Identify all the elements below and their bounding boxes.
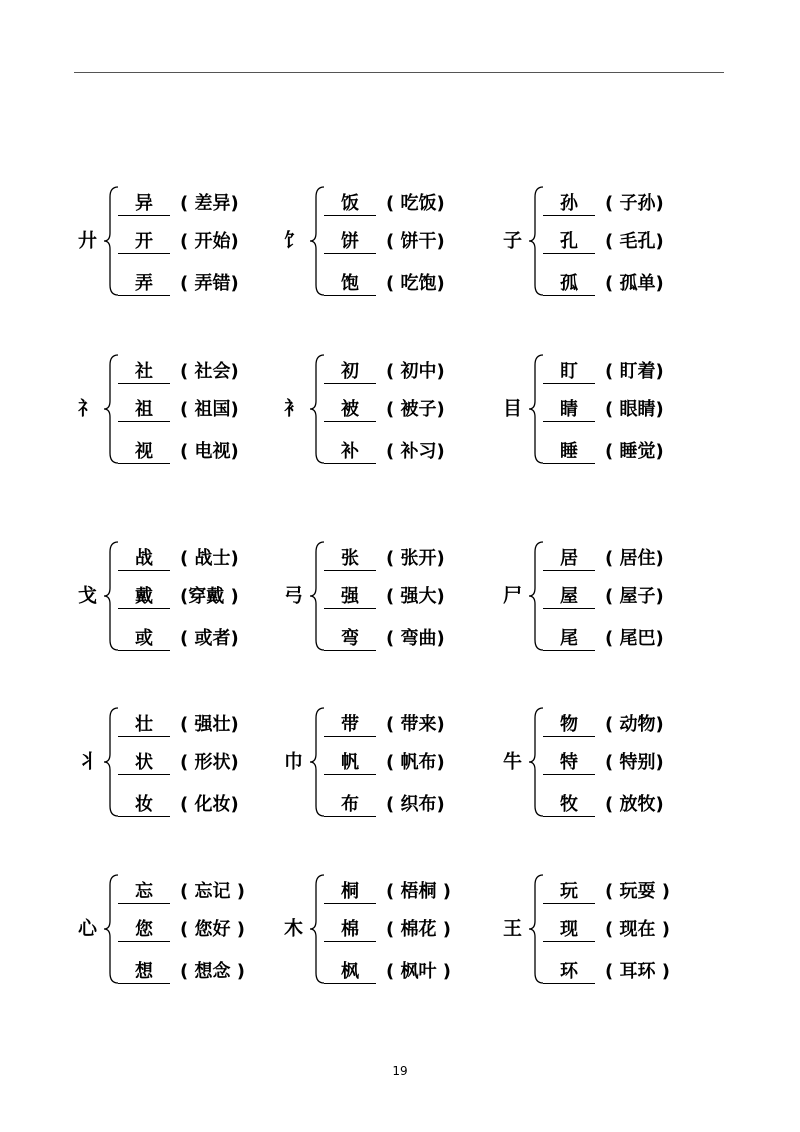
character-blank: 棉 (324, 919, 376, 942)
character-entry (543, 792, 664, 818)
character-blank: 初 (324, 361, 376, 384)
character-entry (324, 626, 445, 652)
example-word: ( 睡觉) (605, 441, 664, 462)
character-blank: 饱 (324, 273, 376, 296)
example-word: ( 织布) (386, 794, 445, 815)
character-blank: 孙 (543, 193, 595, 216)
character-blank: 妆 (118, 794, 170, 817)
example-word: ( 祖国) (180, 399, 239, 420)
character-blank: 或 (118, 628, 170, 651)
top-rule (74, 72, 724, 73)
character-blank: 饭 (324, 193, 376, 216)
character-blank: 睛 (543, 399, 595, 422)
character-entry (118, 271, 239, 297)
example-word: ( 棉花 ) (386, 919, 451, 940)
character-entry (324, 271, 445, 297)
radical: 牛 (503, 750, 523, 773)
character-blank: 想 (118, 961, 170, 984)
example-word: ( 放牧) (605, 794, 664, 815)
character-blank: 弄 (118, 273, 170, 296)
example-word: ( 眼睛) (605, 399, 664, 420)
example-word: ( 饼干) (386, 231, 445, 252)
radical: 弓 (284, 584, 304, 607)
example-word: ( 居住) (605, 548, 664, 569)
character-blank: 孤 (543, 273, 595, 296)
character-blank: 视 (118, 441, 170, 464)
character-blank: 枫 (324, 961, 376, 984)
example-word: ( 动物) (605, 714, 664, 735)
character-entry (118, 546, 239, 572)
character-blank: 状 (118, 752, 170, 775)
character-entry (118, 439, 239, 465)
example-word: (穿戴 ) (180, 586, 239, 607)
character-blank: 张 (324, 548, 376, 571)
radical: 目 (503, 397, 523, 420)
example-word: ( 毛孔) (605, 231, 664, 252)
character-blank: 社 (118, 361, 170, 384)
character-entry (543, 712, 664, 738)
character-blank: 您 (118, 919, 170, 942)
example-word: ( 孤单) (605, 273, 664, 294)
example-word: ( 形状) (180, 752, 239, 773)
character-entry (118, 712, 239, 738)
radical-group (284, 349, 484, 469)
character-entry (324, 792, 445, 818)
radical: 丬 (78, 750, 98, 773)
radical-group (503, 349, 703, 469)
character-entry (118, 626, 239, 652)
radical: 巾 (284, 750, 304, 773)
character-blank: 桐 (324, 881, 376, 904)
example-word: ( 帆布) (386, 752, 445, 773)
character-blank: 孔 (543, 231, 595, 254)
character-entry (543, 191, 664, 217)
character-entry (543, 439, 664, 465)
character-blank: 弯 (324, 628, 376, 651)
radical: 木 (284, 917, 304, 940)
example-word: ( 吃饭) (386, 193, 445, 214)
character-blank: 屋 (543, 586, 595, 609)
example-word: ( 补习) (386, 441, 445, 462)
radical: 戈 (78, 584, 98, 607)
character-blank: 强 (324, 586, 376, 609)
example-word: ( 屋子) (605, 586, 664, 607)
example-word: ( 弯曲) (386, 628, 445, 649)
page-number: 19 (392, 1064, 408, 1078)
example-word: ( 战士) (180, 548, 239, 569)
radical-group (284, 181, 484, 301)
example-word: ( 或者) (180, 628, 239, 649)
character-blank: 牧 (543, 794, 595, 817)
character-entry (543, 271, 664, 297)
example-word: ( 吃饱) (386, 273, 445, 294)
character-entry (543, 917, 670, 943)
character-blank: 戴 (118, 586, 170, 609)
character-entry (118, 792, 239, 818)
radical-group (78, 869, 278, 989)
radical-group (78, 349, 278, 469)
example-word: ( 玩耍 ) (605, 881, 670, 902)
character-blank: 饼 (324, 231, 376, 254)
character-blank: 物 (543, 714, 595, 737)
radical-group (284, 702, 484, 822)
character-entry (118, 397, 239, 423)
character-blank: 居 (543, 548, 595, 571)
character-entry (324, 439, 445, 465)
character-blank: 睡 (543, 441, 595, 464)
example-word: ( 张开) (386, 548, 445, 569)
example-word: ( 带来) (386, 714, 445, 735)
radical: 廾 (78, 229, 98, 252)
character-entry (118, 959, 245, 985)
character-entry (118, 229, 239, 255)
radical-group (284, 869, 484, 989)
radical-group (78, 702, 278, 822)
character-entry (543, 879, 670, 905)
character-blank: 忘 (118, 881, 170, 904)
character-blank: 补 (324, 441, 376, 464)
character-blank: 环 (543, 961, 595, 984)
radical-group (503, 869, 703, 989)
example-word: ( 忘记 ) (180, 881, 245, 902)
character-blank: 战 (118, 548, 170, 571)
radical: 衤 (284, 397, 304, 420)
example-word: ( 想念 ) (180, 961, 245, 982)
character-entry (324, 397, 445, 423)
character-entry (543, 626, 664, 652)
example-word: ( 强壮) (180, 714, 239, 735)
example-word: ( 化妆) (180, 794, 239, 815)
example-word: ( 社会) (180, 361, 239, 382)
character-blank: 被 (324, 399, 376, 422)
character-blank: 特 (543, 752, 595, 775)
character-entry (324, 879, 451, 905)
character-entry (324, 750, 445, 776)
example-word: ( 盯着) (605, 361, 664, 382)
example-word: ( 您好 ) (180, 919, 245, 940)
example-word: ( 尾巴) (605, 628, 664, 649)
radical: 饣 (284, 229, 304, 252)
example-word: ( 差异) (180, 193, 239, 214)
character-entry (543, 229, 664, 255)
radical: 王 (503, 917, 523, 940)
character-entry (543, 584, 664, 610)
character-blank: 现 (543, 919, 595, 942)
radical-group (284, 536, 484, 656)
example-word: ( 子孙) (605, 193, 664, 214)
radical-group (503, 702, 703, 822)
character-entry (324, 191, 445, 217)
example-word: ( 初中) (386, 361, 445, 382)
character-blank: 开 (118, 231, 170, 254)
character-blank: 祖 (118, 399, 170, 422)
character-entry (324, 712, 445, 738)
character-entry (324, 359, 445, 385)
radical: 尸 (503, 584, 523, 607)
character-entry (324, 917, 451, 943)
radical: 礻 (78, 397, 98, 420)
example-word: ( 弄错) (180, 273, 239, 294)
character-entry (543, 750, 664, 776)
character-blank: 尾 (543, 628, 595, 651)
example-word: ( 现在 ) (605, 919, 670, 940)
character-entry (118, 359, 239, 385)
radical-group (503, 181, 703, 301)
character-entry (118, 917, 245, 943)
character-entry (118, 879, 245, 905)
character-blank: 布 (324, 794, 376, 817)
character-entry (543, 397, 664, 423)
radical-group (503, 536, 703, 656)
example-word: ( 特别) (605, 752, 664, 773)
character-blank: 异 (118, 193, 170, 216)
character-entry (118, 750, 239, 776)
character-entry (543, 546, 664, 572)
example-word: ( 开始) (180, 231, 239, 252)
radical: 心 (78, 917, 98, 940)
character-entry (324, 546, 445, 572)
radical-group (78, 536, 278, 656)
character-blank: 带 (324, 714, 376, 737)
character-entry (543, 959, 670, 985)
example-word: ( 耳环 ) (605, 961, 670, 982)
character-entry (118, 584, 239, 610)
example-word: ( 枫叶 ) (386, 961, 451, 982)
character-blank: 盯 (543, 361, 595, 384)
character-blank: 壮 (118, 714, 170, 737)
character-blank: 帆 (324, 752, 376, 775)
character-entry (324, 229, 445, 255)
radical: 子 (503, 229, 523, 252)
example-word: ( 强大) (386, 586, 445, 607)
character-entry (324, 959, 451, 985)
character-blank: 玩 (543, 881, 595, 904)
example-word: ( 电视) (180, 441, 239, 462)
example-word: ( 梧桐 ) (386, 881, 451, 902)
character-entry (543, 359, 664, 385)
radical-group (78, 181, 278, 301)
character-entry (324, 584, 445, 610)
character-entry (118, 191, 239, 217)
example-word: ( 被子) (386, 399, 445, 420)
